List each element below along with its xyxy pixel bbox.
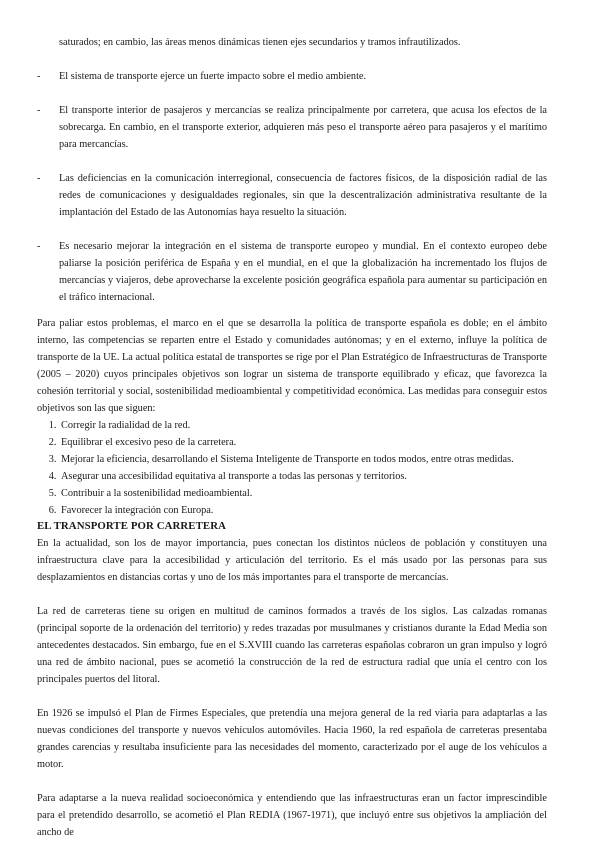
policy-section xyxy=(37,315,547,519)
list-item-text: El transporte interior de pasajeros y mercancías se realiza principalmente por carretera, que acusa los efectos de la sobrecarga. En cambio, en el transporte exterior, adquieren más peso el transporte aéreo para pasajeros y el marítimo para mercancías. xyxy=(59,105,547,150)
section-heading: EL TRANSPORTE POR CARRETERA xyxy=(37,520,226,532)
measure-item: 2. Equilibrar el excesivo peso de la carretera. xyxy=(59,434,547,451)
measure-item: 5. Contribuir a la sostenibilidad medioambiental. xyxy=(59,485,547,502)
list-item-text: saturados; en cambio, las áreas menos dinámicas tienen ejes secundarios y tramos infrautilizados. xyxy=(59,37,461,48)
section-paragraph: Para adaptarse a la nueva realidad socioeconómica y entendiendo que las infraestructuras eran un factor imprescindible para el pretendido desarrollo, se acometió el Plan REDIA (1967-1971), que incluyó entre sus objetivos la ampliación del ancho de xyxy=(37,793,547,838)
list-item-text: Las deficiencias en la comunicación interregional, consecuencia de factores físicos, de la disposición radial de las redes de comunicaciones y desigualdades regionales, sin que la descentralización administrativa resultante de la implantación del Estado de las Autonomías haya resuelto la situación. xyxy=(59,173,547,218)
list-dash: - xyxy=(37,173,41,184)
list-item xyxy=(37,102,547,153)
intro-paragraph: Para paliar estos problemas, el marco en el que se desarrolla la política de transporte española es doble; en el ámbito interno, las competencias se reparten entre el Estado y comunidades autónomas; y en el externo, influye la política de transporte de la UE. La actual política estatal de transportes se rige por el Plan Estratégico de Infraestructuras de Transporte (2005 – 2020) cuyos principales objetivos son lograr un sistema de transporte equilibrado y eficaz, que favorezca la cohesión territorial y social, sostenibilidad medioambiental y competitividad económica. Las medidas para conseguir estos objetivos son las que siguen: xyxy=(37,318,547,414)
list-item-text: El sistema de transporte ejerce un fuerte impacto sobre el medio ambiente. xyxy=(59,71,367,82)
list-item-text: Es necesario mejorar la integración en el sistema de transporte europeo y mundial. En el contexto europeo debe paliarse la posición periférica de España y en el mundial, en el que la globalización ha incrementado los flujos de mercancías y viajeros, debe aprovecharse la excelente posición geográfica española para aumentar su participación en el tráfico internacional. xyxy=(59,241,547,303)
road-transport-section xyxy=(37,518,547,841)
section-paragraph: La red de carreteras tiene su origen en multitud de caminos formados a través de los siglos. Las calzadas romanas (principal soporte de la ordenación del territorio) y redes trazadas por musulmanes y cristianos durante la Edad Media son antecedentes destacados. Sin embargo, fue en el S.XVIII cuando las carreteras españolas cobraron un gran impulso y logró una red de ámbito nacional, pues se acometió la construcción de la red de estructura radial que unía el centro con los principales puertos del litoral. xyxy=(37,606,547,685)
list-item xyxy=(37,170,547,221)
section-paragraph: En la actualidad, son los de mayor importancia, pues conectan los distintos núcleos de población y constituyen una infraestructura clave para la accesibilidad y articulación del territorio. Es el más usado por las personas para sus desplazamientos en distancias cortas y uno de los más importantes para el transporte de mercancías. xyxy=(37,538,547,583)
measure-item: 6. Favorecer la integración con Europa. xyxy=(59,502,547,519)
measure-item: 3. Mejorar la eficiencia, desarrollando el Sistema Inteligente de Transporte en todos modos, entre otras medidas. xyxy=(59,451,547,468)
list-item xyxy=(37,238,547,306)
list-dash: - xyxy=(37,241,41,252)
list-item xyxy=(37,68,547,85)
list-dash: - xyxy=(37,71,41,82)
measure-item: 1. Corregir la radialidad de la red. xyxy=(59,417,547,434)
problems-list xyxy=(37,34,547,306)
list-item xyxy=(37,34,547,51)
measures-list xyxy=(37,417,547,519)
measure-item: 4. Asegurar una accesibilidad equitativa al transporte a todas las personas y territorios. xyxy=(59,468,547,485)
section-paragraph: En 1926 se impulsó el Plan de Firmes Especiales, que pretendía una mejora general de la red viaria para adaptarlas a las nuevas condiciones del transporte y nuevos vehículos automóviles. Hacia 1960, la red española de carreteras presentaba grandes carencias y resultaba insuficiente para las necesidades del momento, caracterizado por el auge de los vehículos a motor. xyxy=(37,708,547,770)
list-dash: - xyxy=(37,105,41,116)
